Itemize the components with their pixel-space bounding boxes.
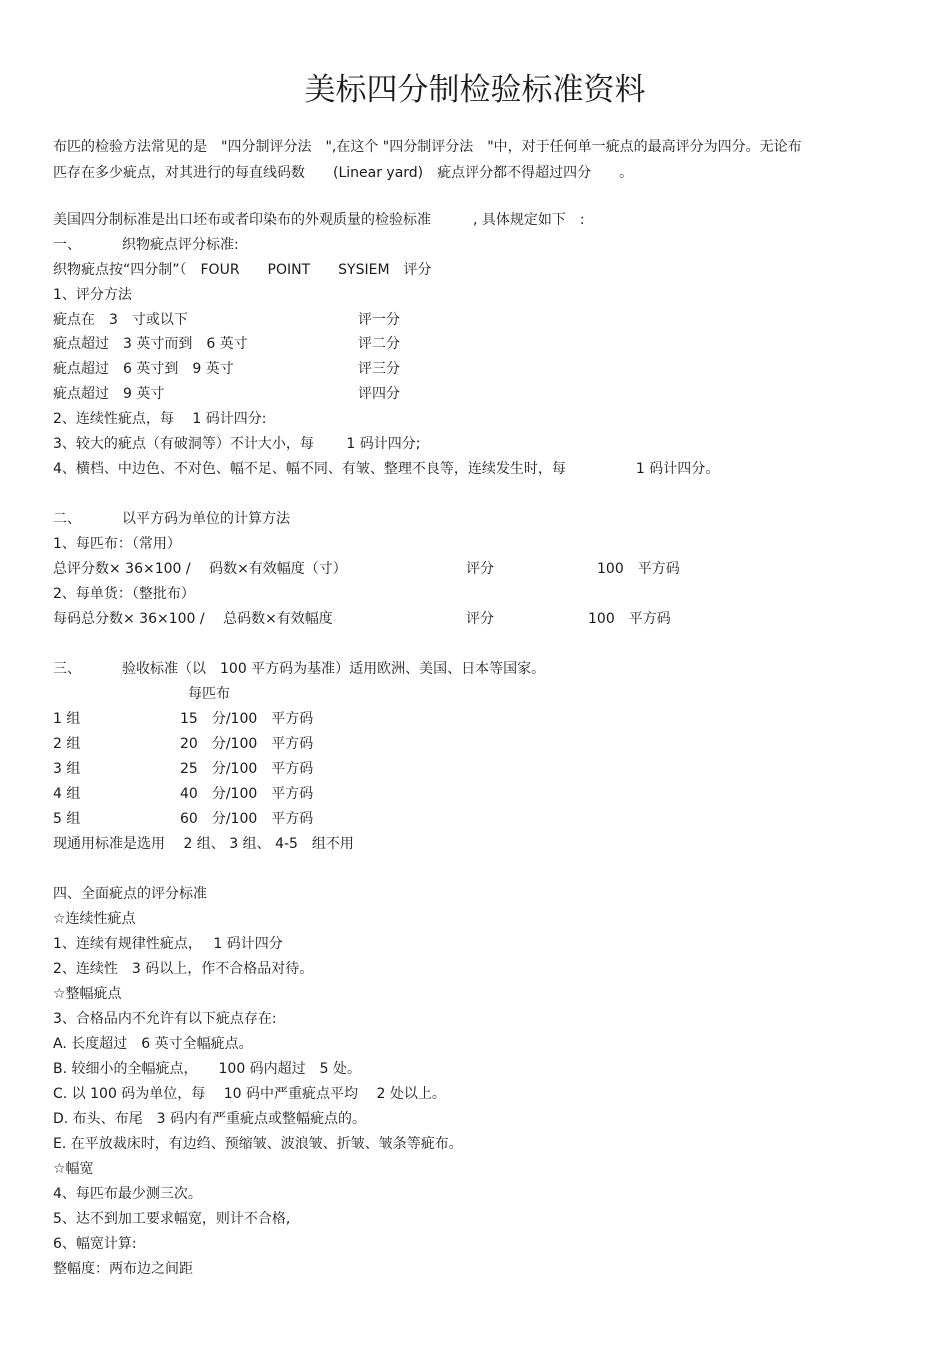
rule-score: 评二分 (358, 336, 400, 352)
grade-value: 40 分/100 平方码 (180, 786, 314, 802)
continuous-item-2: 2、连续性 3 码以上，作不合格品对待。 (53, 961, 314, 977)
section3-note: 现通用标准是选用 2 组、 3 组、 4-5 组不用 (53, 836, 354, 852)
full-width-item-d: D. 布头、布尾 3 码内有严重疵点或整幅疵点的。 (53, 1111, 367, 1127)
width-item-5: 5、达不到加工要求幅宽，则计不合格, (53, 1211, 291, 1227)
grade-group: 2 组 (53, 736, 81, 752)
intro-line-1: 布匹的检验方法常见的是 "四分制评分法 ",在这个 "四分制评分法 "中，对于任何单一疵点的最高评分为四分。无论布 (53, 139, 802, 155)
section4-heading: 四、全面疵点的评分标准 (53, 886, 207, 902)
section1-item-4: 4、横档、中边色、不对色、幅不足、幅不同、有皱、整理不良等，连续发生时，每 1 码计四分。 (53, 461, 720, 477)
rule-desc: 疵点超过 6 英寸到 9 英寸 (53, 361, 234, 377)
width-item-4: 4、每匹布最少测三次。 (53, 1186, 202, 1202)
grade-group: 5 组 (53, 811, 81, 827)
width-item-6: 6、幅宽计算: (53, 1236, 137, 1252)
formula-expression: 总评分数× 36×100 / 码数×有效幅度（寸） (53, 561, 347, 577)
rule-score: 评一分 (358, 312, 400, 328)
section3-number: 三、 (53, 661, 81, 677)
grade-value: 25 分/100 平方码 (180, 761, 314, 777)
section2-number: 二、 (53, 511, 81, 527)
full-width-item-3: 3、合格品内不允许有以下疵点存在: (53, 1011, 277, 1027)
full-width-item-b: B. 较细小的全幅疵点， 100 码内超过 5 处。 (53, 1061, 362, 1077)
section1-item-2: 2、连续性疵点，每 1 码计四分: (53, 411, 267, 427)
formula-score: 评分 (466, 561, 494, 577)
grade-column-header: 每匹布 (188, 686, 230, 702)
grade-group: 4 组 (53, 786, 81, 802)
rule-score: 评四分 (358, 386, 400, 402)
full-width-item-a: A. 长度超过 6 英寸全幅疵点。 (53, 1036, 253, 1052)
section1-number: 一、 (53, 237, 81, 253)
width-item-7: 整幅度：两布边之间距 (53, 1261, 193, 1277)
section1-item-3: 3、较大的疵点（有破洞等）不计大小，每 1 码计四分; (53, 436, 421, 452)
page-title: 美标四分制检验标准资料 (304, 72, 646, 108)
grade-group: 1 组 (53, 711, 81, 727)
grade-group: 3 组 (53, 761, 81, 777)
grade-value: 15 分/100 平方码 (180, 711, 314, 727)
standard-intro: 美国四分制标准是出口坯布或者印染布的外观质量的检验标准 , 具体规定如下 : (53, 212, 585, 228)
continuous-item-1: 1、连续有规律性疵点， 1 码计四分 (53, 936, 283, 952)
formula-unit: 100 平方码 (597, 561, 680, 577)
full-width-defects-title: ☆整幅疵点 (53, 986, 122, 1002)
section2-sub-1: 1、每匹布：（常用） (53, 536, 181, 552)
intro-line-2: 匹存在多少疵点，对其进行的每直线码数 (Linear yard) 疵点评分都不得超过四分 。 (53, 165, 634, 181)
formula-expression: 每码总分数× 36×100 / 总码数×有效幅度 (53, 611, 333, 627)
rule-desc: 疵点超过 3 英寸而到 6 英寸 (53, 336, 248, 352)
formula-unit: 100 平方码 (588, 611, 671, 627)
section2-sub-2: 2、每单货：（整批布） (53, 586, 195, 602)
full-width-item-c: C. 以 100 码为单位，每 10 码中严重疵点平均 2 处以上。 (53, 1086, 446, 1102)
grade-value: 20 分/100 平方码 (180, 736, 314, 752)
grade-value: 60 分/100 平方码 (180, 811, 314, 827)
section1-method-title: 1、评分方法 (53, 287, 132, 303)
section1-title: 织物疵点评分标准: (122, 237, 239, 253)
rule-desc: 疵点在 3 寸或以下 (53, 312, 188, 328)
width-title: ☆幅宽 (53, 1161, 94, 1177)
full-width-item-e: E. 在平放裁床时，有边绉、预缩皱、波浪皱、折皱、皱条等疵布。 (53, 1136, 463, 1152)
formula-score: 评分 (466, 611, 494, 627)
rule-score: 评三分 (358, 361, 400, 377)
rule-desc: 疵点超过 9 英寸 (53, 386, 165, 402)
section3-title: 验收标准（以 100 平方码为基准）适用欧洲、美国、日本等国家。 (122, 661, 546, 677)
section2-title: 以平方码为单位的计算方法 (122, 511, 290, 527)
section1-system-line: 织物疵点按“四分制”（ FOUR POINT SYSIEM 评分 (53, 262, 432, 278)
continuous-defects-title: ☆连续性疵点 (53, 911, 136, 927)
